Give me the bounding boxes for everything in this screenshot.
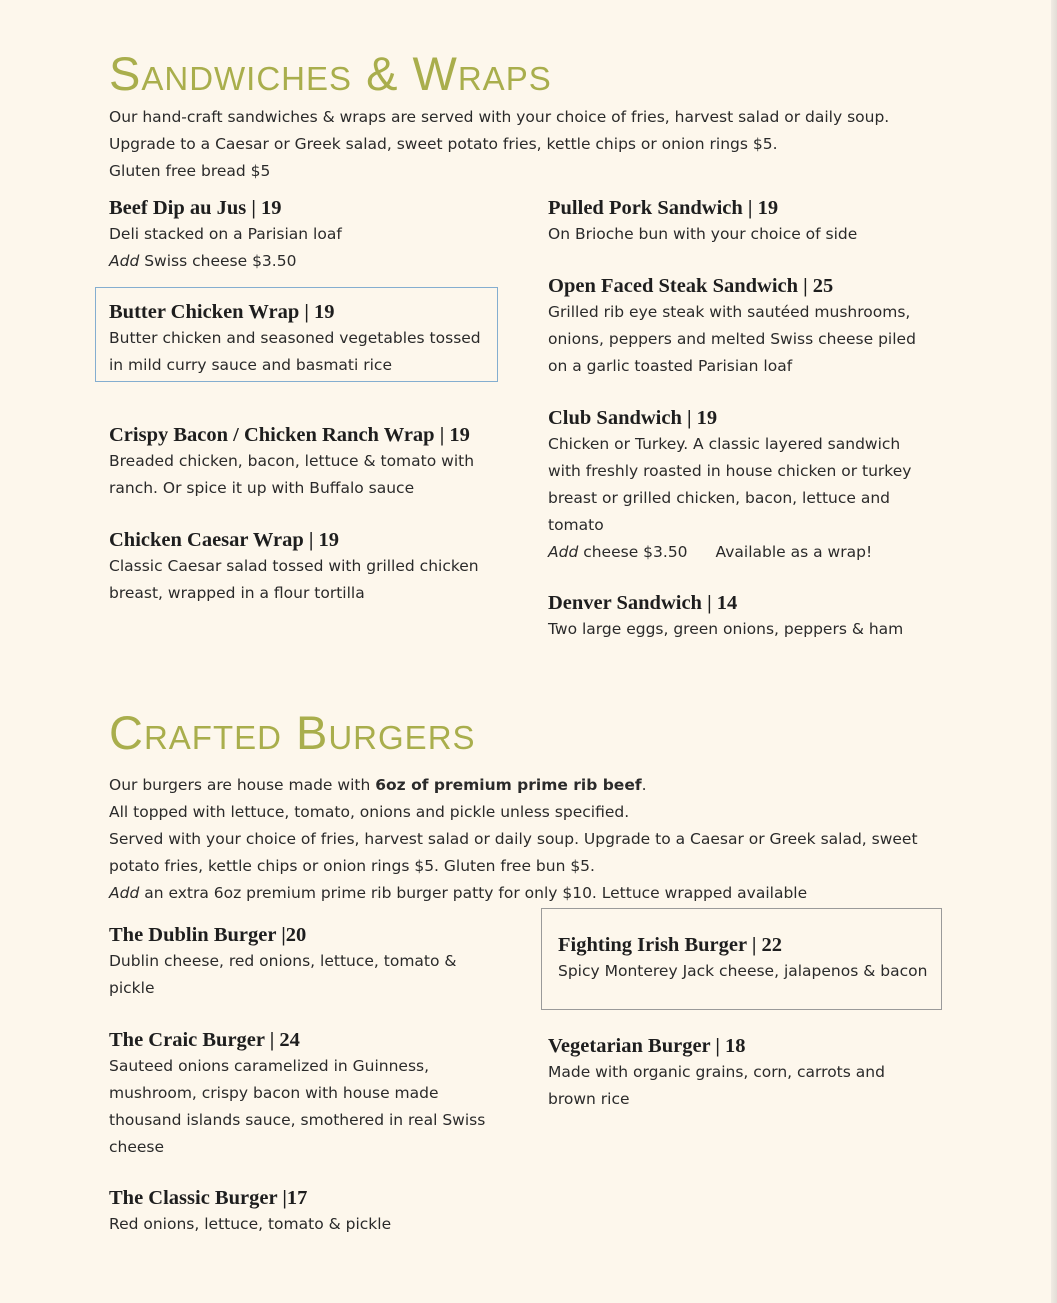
burgers-intro [109, 772, 949, 907]
item-price: 25 [812, 275, 834, 297]
item-description [109, 948, 457, 1002]
item-desc-line: thousand islands sauce, smothered in real Swiss [109, 1111, 486, 1129]
add-label: Add [548, 543, 579, 561]
item-title [109, 922, 457, 948]
intro-text: an extra 6oz premium prime rib burger patty for only $10. Lettuce wrapped available [139, 884, 808, 902]
item-desc-line: Breaded chicken, bacon, lettuce & tomato with [109, 452, 475, 470]
sandwiches-intro-line: Gluten free bread $5 [109, 162, 271, 180]
menu-item-dublin-burger [109, 922, 457, 1002]
item-separator: | [798, 275, 813, 297]
item-name: Club Sandwich [548, 407, 682, 429]
item-name: Vegetarian Burger [548, 1035, 711, 1057]
menu-item-vegetarian-burger [548, 1033, 885, 1113]
item-price: 19 [696, 407, 718, 429]
sandwiches-title: Sandwiches & Wraps [109, 47, 552, 100]
sandwiches-intro [109, 104, 949, 185]
item-title [109, 1027, 485, 1053]
item-price: 18 [725, 1035, 746, 1057]
item-price: 24 [279, 1029, 300, 1051]
item-addon [548, 539, 911, 566]
item-price: 19 [318, 529, 340, 551]
item-description [548, 1059, 885, 1113]
item-name: The Craic Burger [109, 1029, 265, 1051]
item-description [558, 958, 927, 985]
item-desc-line: Sauteed onions caramelized in Guinness, [109, 1057, 430, 1075]
item-title [109, 299, 481, 325]
item-desc-line: in mild curry sauce and basmati rice [109, 356, 392, 374]
item-title [109, 1185, 391, 1211]
item-title [558, 932, 927, 958]
item-title [548, 590, 903, 616]
item-price: 14 [716, 592, 738, 614]
item-title [109, 527, 479, 553]
item-description [109, 1211, 391, 1238]
item-separator: | [264, 1029, 280, 1051]
burgers-intro-line: potato fries, kettle chips or onion rings $5. Gluten free bun $5. [109, 857, 595, 875]
item-description [548, 221, 857, 248]
item-desc-line: On Brioche bun with your choice of side [548, 225, 858, 243]
item-separator: | [746, 934, 762, 956]
item-name: The Dublin Burger [109, 924, 277, 946]
item-separator: | [701, 592, 717, 614]
item-separator: | [681, 407, 697, 429]
item-desc-line: with freshly roasted in house chicken or turkey [548, 462, 912, 480]
add-label: Add [109, 884, 140, 902]
item-separator: | [434, 424, 450, 446]
item-desc-line: Dublin cheese, red onions, lettuce, tomato & [109, 952, 457, 970]
menu-item-denver-sandwich [548, 590, 903, 643]
item-addon [109, 248, 342, 275]
item-desc-line: onions, peppers and melted Swiss cheese piled [548, 330, 916, 348]
item-description [109, 448, 474, 502]
burgers-intro-line [109, 772, 949, 799]
item-name: The Classic Burger [109, 1187, 278, 1209]
item-desc-line: tomato [548, 516, 604, 534]
intro-bold-text: 6oz of premium prime rib beef [375, 776, 642, 794]
item-separator: | [742, 197, 758, 219]
item-title [548, 1033, 885, 1059]
item-desc-line: mushroom, crispy bacon with house made [109, 1084, 439, 1102]
item-separator: | [299, 301, 314, 323]
item-separator: | [246, 197, 262, 219]
item-separator: | [277, 1187, 287, 1209]
burgers-title: Crafted Burgers [109, 706, 476, 759]
item-desc-line: breast or grilled chicken, bacon, lettuce and [548, 489, 890, 507]
menu-item-pulled-pork [548, 195, 857, 248]
item-desc-line: Butter chicken and seasoned vegetables tossed [109, 329, 481, 347]
item-price: 17 [286, 1187, 308, 1209]
item-desc-line: Grilled rib eye steak with sautéed mushrooms, [548, 303, 911, 321]
item-note: Available as a wrap! [715, 543, 873, 561]
item-description [109, 1053, 485, 1161]
item-desc-line: ranch. Or spice it up with Buffalo sauce [109, 479, 415, 497]
item-description [548, 431, 911, 566]
item-name: Beef Dip au Jus [109, 197, 247, 219]
item-desc-line: breast, wrapped in a flour tortilla [109, 584, 365, 602]
burgers-intro-line: Served with your choice of fries, harvest salad or daily soup. Upgrade to a Caesar or Greek salad, sweet [109, 830, 918, 848]
intro-text: . [641, 776, 647, 794]
page-edge-shadow [1051, 0, 1057, 1303]
item-description [548, 616, 903, 643]
add-text: cheese $3.50 [578, 543, 688, 561]
item-desc-line: Made with organic grains, corn, carrots and [548, 1063, 885, 1081]
item-title [109, 422, 474, 448]
item-desc-line: Red onions, lettuce, tomato & pickle [109, 1215, 392, 1233]
item-price: 19 [449, 424, 470, 446]
item-description [109, 221, 342, 275]
menu-item-craic-burger [109, 1027, 485, 1161]
item-desc-line: Deli stacked on a Parisian loaf [109, 225, 342, 243]
item-desc-line: on a garlic toasted Parisian loaf [548, 357, 793, 375]
item-name: Denver Sandwich [548, 592, 702, 614]
menu-item-crispy-bacon-wrap [109, 422, 474, 502]
item-price: 19 [757, 197, 779, 219]
item-desc-line: brown rice [548, 1090, 630, 1108]
menu-item-open-faced-steak [548, 273, 916, 380]
add-label: Add [109, 252, 140, 270]
item-desc-line: pickle [109, 979, 155, 997]
item-name: Crispy Bacon / Chicken Ranch Wrap [109, 424, 435, 446]
menu-item-butter-chicken-wrap [109, 299, 481, 379]
item-price: 19 [261, 197, 282, 219]
menu-item-beef-dip [109, 195, 342, 275]
item-title [548, 405, 911, 431]
intro-text: Our burgers are house made with [109, 776, 376, 794]
item-name: Pulled Pork Sandwich [548, 197, 743, 219]
item-name: Open Faced Steak Sandwich [548, 275, 799, 297]
menu-item-classic-burger [109, 1185, 391, 1238]
menu-item-chicken-caesar-wrap [109, 527, 479, 607]
item-title [548, 195, 857, 221]
item-price: 19 [313, 301, 335, 323]
item-name: Chicken Caesar Wrap [109, 529, 304, 551]
item-name: Butter Chicken Wrap [109, 301, 300, 323]
item-name: Fighting Irish Burger [558, 934, 747, 956]
item-separator: | [276, 924, 286, 946]
menu-item-club-sandwich [548, 405, 911, 566]
item-separator: | [710, 1035, 726, 1057]
item-separator: | [303, 529, 319, 551]
item-description [109, 325, 481, 379]
item-desc-line: Two large eggs, green onions, peppers & ham [548, 620, 904, 638]
item-title [109, 195, 342, 221]
item-desc-line: Spicy Monterey Jack cheese, jalapenos & bacon [558, 962, 928, 980]
menu-item-fighting-irish-burger [558, 932, 927, 985]
item-desc-line: Classic Caesar salad tossed with grilled chicken [109, 557, 479, 575]
burgers-intro-line [109, 880, 949, 907]
item-price: 22 [761, 934, 782, 956]
sandwiches-intro-line: Upgrade to a Caesar or Greek salad, sweet potato fries, kettle chips or onion rings $5. [109, 135, 778, 153]
sandwiches-intro-line: Our hand-craft sandwiches & wraps are served with your choice of fries, harvest salad or daily soup. [109, 108, 890, 126]
burgers-intro-line: All topped with lettuce, tomato, onions and pickle unless specified. [109, 803, 630, 821]
item-desc-line: cheese [109, 1138, 165, 1156]
item-title [548, 273, 916, 299]
item-price: 20 [285, 924, 307, 946]
item-description [109, 553, 479, 607]
item-desc-line: Chicken or Turkey. A classic layered sandwich [548, 435, 901, 453]
item-description [548, 299, 916, 380]
add-text: Swiss cheese $3.50 [139, 252, 297, 270]
